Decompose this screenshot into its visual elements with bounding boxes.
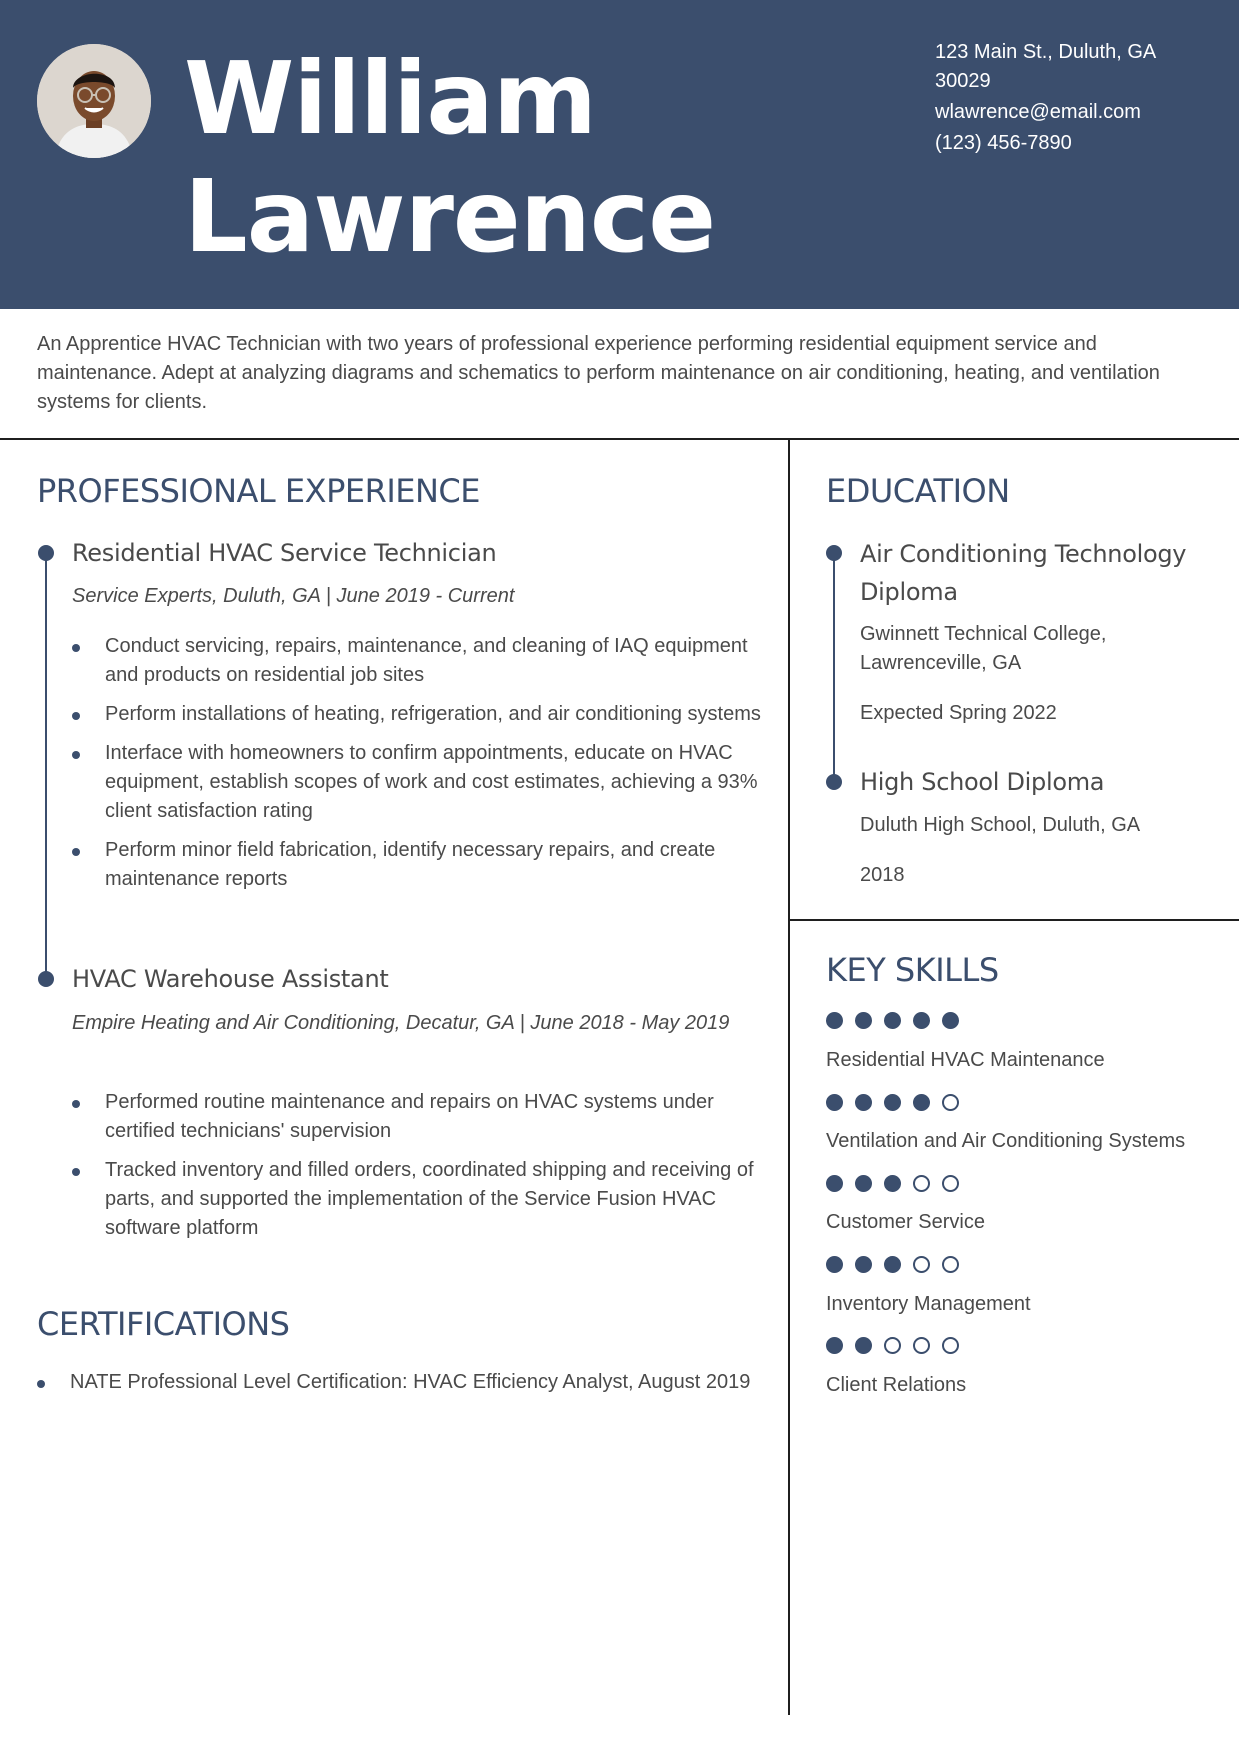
full-name (184, 40, 715, 276)
timeline-dot (826, 774, 842, 790)
skill-rating (826, 1094, 959, 1114)
filled-dot-icon (884, 1175, 901, 1192)
bullet-dot-icon (72, 848, 80, 856)
bullet-dot-icon (72, 1100, 80, 1108)
bullet-dot-icon (72, 1168, 80, 1176)
job-title: HVAC Warehouse Assistant (72, 965, 389, 993)
right-column-divider (789, 919, 1239, 921)
horizontal-divider (0, 438, 1239, 440)
list-item (72, 632, 762, 690)
skill-name: Residential HVAC Maintenance (826, 1049, 1105, 1071)
education-date: Expected Spring 2022 (860, 702, 1057, 724)
skill-name: Inventory Management (826, 1293, 1031, 1315)
filled-dot-icon (855, 1256, 872, 1273)
empty-dot-icon (913, 1175, 930, 1192)
email[interactable]: wlawrence@email.com (935, 101, 1141, 123)
filled-dot-icon (884, 1012, 901, 1029)
job-subtitle: Empire Heating and Air Conditioning, Decatur, GA | June 2018 - May 2019 (72, 1012, 730, 1034)
timeline-dot (38, 545, 54, 561)
education-title: High School Diploma (860, 768, 1105, 796)
bullet-text: Interface with homeowners to confirm appointments, educate on HVAC equipment, establish scopes of work and cost estimates, achieving a 93% client satisfaction rating (105, 742, 758, 822)
skill-rating (826, 1337, 959, 1357)
experience-timeline (45, 553, 47, 979)
filled-dot-icon (855, 1175, 872, 1192)
empty-dot-icon (942, 1337, 959, 1354)
filled-dot-icon (884, 1094, 901, 1111)
empty-dot-icon (913, 1337, 930, 1354)
skills-heading: KEY SKILLS (826, 951, 999, 989)
experience-heading: PROFESSIONAL EXPERIENCE (37, 472, 480, 510)
timeline-dot (826, 545, 842, 561)
phone[interactable]: (123) 456-7890 (935, 132, 1072, 154)
filled-dot-icon (826, 1012, 843, 1029)
list-item (72, 1088, 762, 1146)
column-divider (788, 440, 790, 1715)
bullet-dot-icon (72, 644, 80, 652)
avatar (37, 44, 151, 158)
education-date: 2018 (860, 864, 905, 886)
address (935, 38, 1225, 96)
skill-rating (826, 1256, 959, 1276)
bullet-dot-icon (37, 1380, 45, 1388)
job-bullets (72, 632, 762, 904)
empty-dot-icon (884, 1337, 901, 1354)
first-name: William (184, 40, 597, 157)
education-heading: EDUCATION (826, 472, 1010, 510)
filled-dot-icon (913, 1094, 930, 1111)
skill-name: Ventilation and Air Conditioning Systems (826, 1130, 1186, 1152)
bullet-text: Conduct servicing, repairs, maintenance, and cleaning of IAQ equipment and products on residential job sites (105, 635, 748, 686)
empty-dot-icon (942, 1094, 959, 1111)
job-bullets (72, 1088, 762, 1253)
address-line-1: 123 Main St., Duluth, GA (935, 41, 1157, 63)
empty-dot-icon (913, 1256, 930, 1273)
bullet-text: Perform minor field fabrication, identify necessary repairs, and create maintenance reports (105, 839, 716, 890)
filled-dot-icon (884, 1256, 901, 1273)
address-line-2: 30029 (935, 70, 991, 92)
filled-dot-icon (855, 1094, 872, 1111)
filled-dot-icon (855, 1012, 872, 1029)
skill-rating (826, 1175, 959, 1195)
certifications-list (37, 1368, 757, 1407)
last-name: Lawrence (184, 158, 716, 275)
certifications-heading: CERTIFICATIONS (37, 1305, 290, 1343)
filled-dot-icon (855, 1337, 872, 1354)
education-title: Air Conditioning Technology Diploma (860, 540, 1187, 606)
filled-dot-icon (913, 1012, 930, 1029)
contact-info (935, 38, 1225, 160)
person-photo-icon (37, 44, 151, 158)
list-item (72, 1156, 762, 1243)
education-timeline (833, 553, 835, 782)
list-item (37, 1368, 757, 1397)
empty-dot-icon (942, 1256, 959, 1273)
filled-dot-icon (942, 1012, 959, 1029)
summary: An Apprentice HVAC Technician with two years of professional experience performing residential equipment service and maintenance. Adept at analyzing diagrams and schematics to perform maintenance on air conditioning, heating, and ventilation systems for clients. (37, 333, 1160, 413)
job-subtitle: Service Experts, Duluth, GA | June 2019 - Current (72, 585, 515, 607)
job-title: Residential HVAC Service Technician (72, 539, 497, 567)
list-item (72, 700, 762, 729)
list-item (72, 739, 762, 826)
education-school: Duluth High School, Duluth, GA (860, 814, 1141, 836)
list-item (72, 836, 762, 894)
filled-dot-icon (826, 1256, 843, 1273)
timeline-dot (38, 971, 54, 987)
filled-dot-icon (826, 1175, 843, 1192)
skill-name: Client Relations (826, 1374, 967, 1396)
bullet-text: Tracked inventory and filled orders, coordinated shipping and receiving of parts, and supported the implementation of the Service Fusion HVAC software platform (105, 1159, 754, 1239)
filled-dot-icon (826, 1094, 843, 1111)
skill-name: Customer Service (826, 1211, 985, 1233)
filled-dot-icon (826, 1337, 843, 1354)
education-school: Gwinnett Technical College, Lawrenceville, GA (860, 623, 1107, 674)
empty-dot-icon (942, 1175, 959, 1192)
skill-rating (826, 1012, 959, 1032)
bullet-text: Performed routine maintenance and repairs on HVAC systems under certified technicians' supervision (105, 1091, 714, 1142)
bullet-dot-icon (72, 751, 80, 759)
certification-text: NATE Professional Level Certification: HVAC Efficiency Analyst, August 2019 (70, 1371, 751, 1393)
bullet-dot-icon (72, 712, 80, 720)
bullet-text: Perform installations of heating, refrigeration, and air conditioning systems (105, 703, 761, 725)
header-banner (0, 0, 1239, 309)
